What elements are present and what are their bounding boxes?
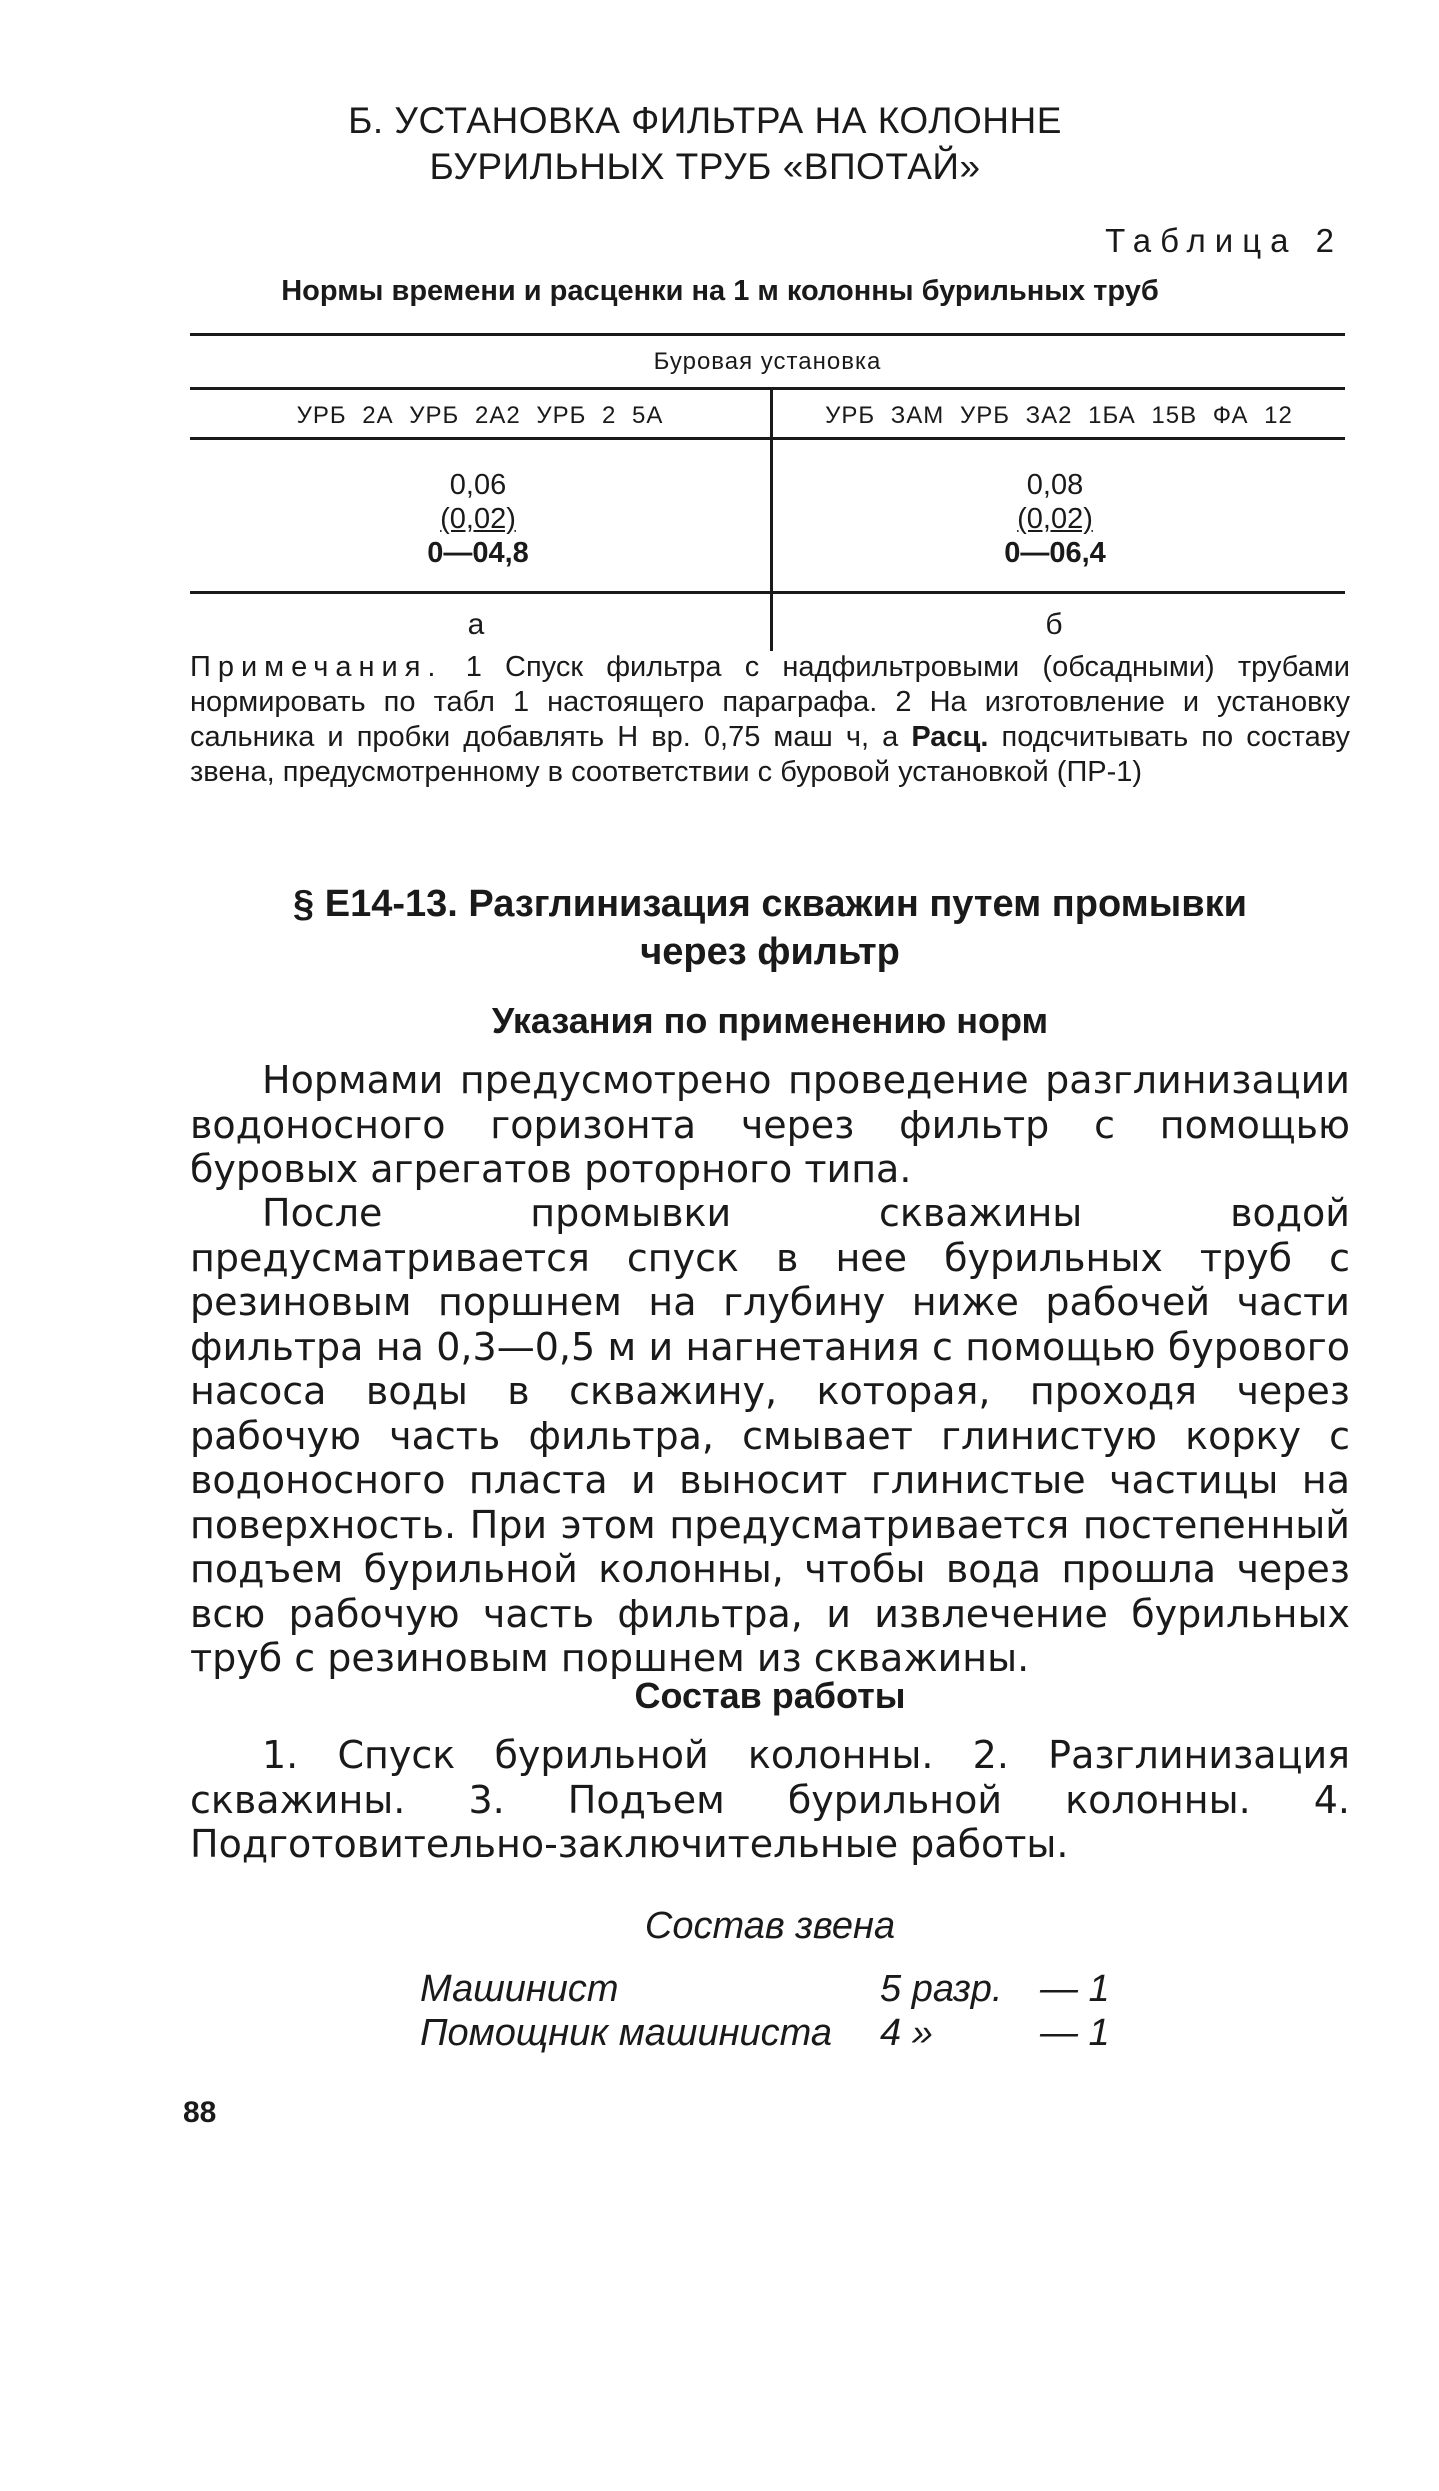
alt-value: (0,02) [440,503,516,535]
crew-grade: 4 » [880,2012,933,2054]
notes-text-1: 1 Спуск фильтра с надфильтровыми (обсадными) трубами нормировать по табл 1 настоящего параграфа. 2 На изготовление и установку сальника и пробки добавлять Н вр. 0,75 маш ч, а [190,651,1350,753]
norm-value: 0,08 [1026,469,1084,501]
table-bottom-rule [190,591,1345,594]
work-body: 1. Спуск бурильной колонны. 2. Разглинизация скважины. 3. Подъем бурильной колонны. 4. Подготовительно-заключительные работы. [190,1733,1350,1866]
paragraph-title-line-2: через фильтр [640,931,900,973]
crew-count: — 1 [1040,1968,1110,2010]
crew-role: Помощник машиниста [420,2012,833,2054]
table-header-col-b: УРБ ЗАМ УРБ ЗА2 1БА 15В ФА 12 [825,402,1293,429]
work-heading: Состав работы [634,1675,906,1716]
paragraph-body-1: Нормами предусмотрено проведение разглинизации водоносного горизонта через фильтр с помощью буровых агрегатов роторного типа. [190,1058,1350,1191]
price-value: 0—06,4 [1004,537,1106,569]
column-letter-b: б [1045,608,1063,641]
section-heading-line-2: БУРИЛЬНЫХ ТРУБ «ВПОТАЙ» [429,146,981,187]
table-cell-col-a [378,468,578,570]
paragraph-title [190,880,1350,976]
column-letter-a: а [467,608,485,641]
paragraph-title-line-1: § Е14-13. Разглинизация скважин путем промывки [293,883,1247,925]
page-number: 88 [183,2096,217,2129]
table-caption: Нормы времени и расценки на 1 м колонны бурильных труб [281,275,1159,307]
table-label: Таблица 2 [1105,222,1343,259]
notes-lead: Примечания. [190,651,443,683]
instructions-heading: Указания по применению норм [491,1000,1049,1041]
table-header-rig: Буровая установка [653,348,882,375]
crew-heading: Состав звена [644,1905,896,1947]
norm-value: 0,06 [449,469,507,501]
table-cell-col-b [955,468,1155,570]
table-header-rule [190,387,1345,390]
price-value: 0—04,8 [427,537,529,569]
crew-count: — 1 [1040,2012,1110,2054]
crew-row [420,2012,1180,2060]
table-top-rule [190,333,1345,336]
section-heading-line-1: Б. УСТАНОВКА ФИЛЬТРА НА КОЛОННЕ [348,100,1062,141]
section-heading [190,98,1220,190]
paragraph-body-2: После промывки скважины водой предусматривается спуск в нее бурильных труб с резиновым поршнем на глубину ниже рабочей части фильтра на 0,3—0,5 м и нагнетания с помощью бурового насоса воды в скважину, которая, проходя через рабочую часть фильтра, смывает глинистую корку с водоносного пласта и выносит глинистые частицы на поверхность. При этом предусматривается постепенный подъем бурильной колонны, чтобы вода прошла через всю рабочую часть фильтра, и извлечение бурильных труб с резиновым поршнем из скважины. [190,1191,1350,1680]
notes-text-2: подсчитывать по составу звена, предусмотренному в соответствии с буровой установкой (ПР-1) [190,721,1351,788]
table-column-divider [770,439,773,651]
alt-value: (0,02) [1017,503,1093,535]
crew-row [420,1968,1180,2016]
table-notes [190,650,1350,790]
crew-role: Машинист [420,1968,619,2010]
notes-bold: Расц. [911,721,989,753]
crew-grade: 5 разр. [880,1968,1003,2010]
table-header-col-a: УРБ 2А УРБ 2А2 УРБ 2 5А [296,402,664,429]
table-subheader-rule [190,437,1345,440]
